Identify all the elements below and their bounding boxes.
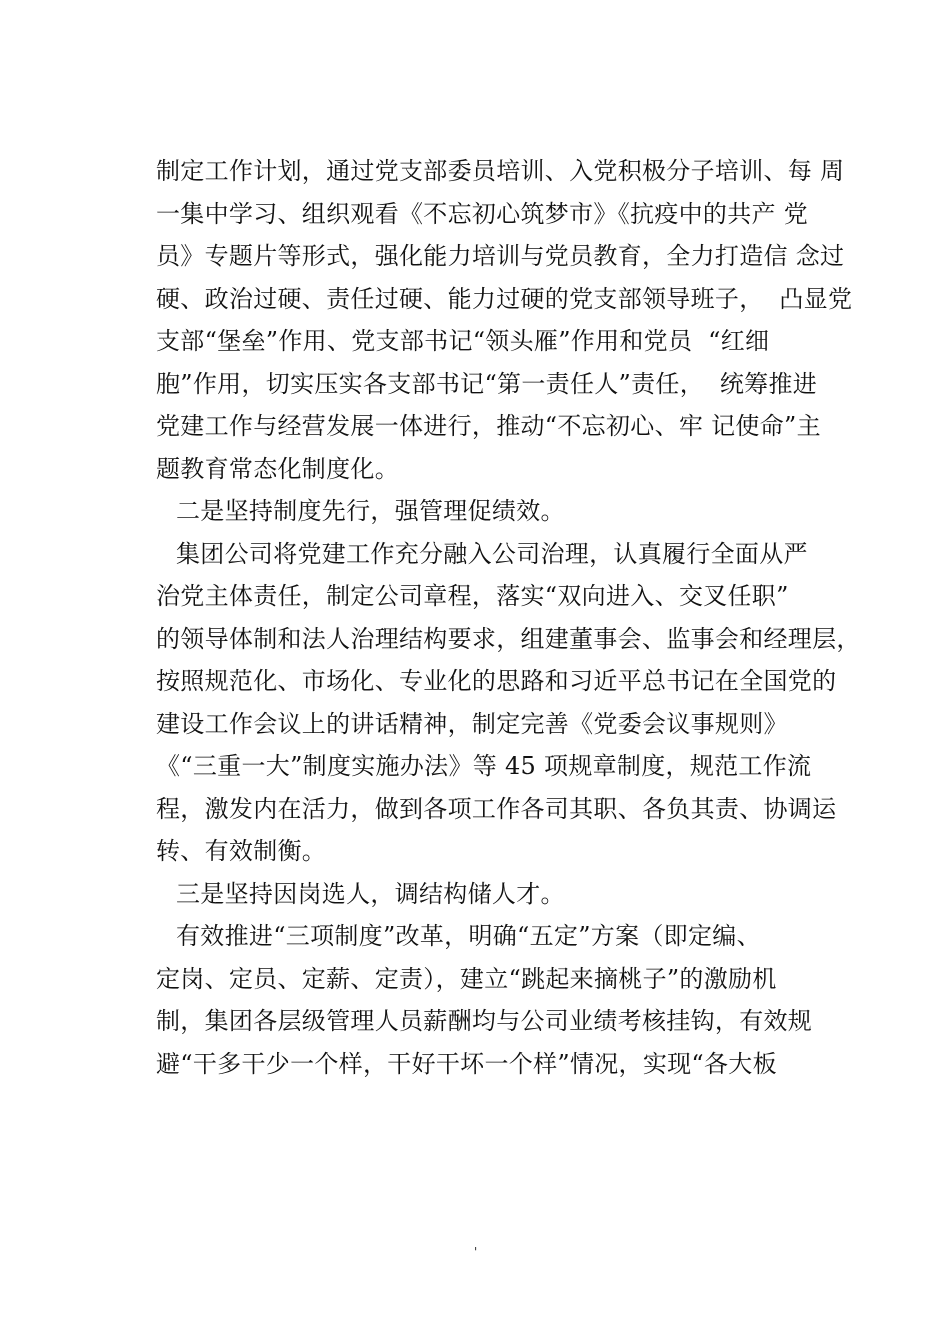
text-line-7: 党建工作与经营发展一体进行，推动“不忘初心、牢 记使命”主 — [156, 412, 821, 440]
text-line-14: 建设工作会议上的讲话精神，制定完善《党委会议事规则》 — [156, 709, 788, 738]
section-heading-3: 三是坚持因岗选人，调结构储人才。 — [176, 879, 565, 908]
page-mark: ' — [474, 1245, 478, 1259]
body-text — [156, 150, 861, 1085]
text-line-11: 治党主体责任，制定公司章程，落实“双向进入、交叉任职” — [156, 582, 789, 610]
text-line-6: 胞”作用，切实压实各支部书记“第一责任人”责任， 统筹推进 — [156, 369, 818, 398]
text-line-3: 员》专题片等形式，强化能力培训与党员教育，全力打造信 念过 — [156, 242, 845, 270]
text-line-2: 一集中学习、组织观看《不忘初心筑梦市》《抗疫中的共产 党 — [156, 199, 809, 228]
text-line-8: 题教育常态化制度化。 — [156, 454, 399, 483]
text-line-22: 避“干多干少一个样，干好干坏一个样”情况，实现“各大板 — [156, 1049, 777, 1078]
text-line-16: 程，激发内在活力，做到各项工作各司其职、各负其责、协调运 — [156, 794, 837, 823]
text-line-4: 硬、政治过硬、责任过硬、能力过硬的党支部领导班子， 凸显党 — [156, 284, 853, 313]
text-line-13: 按照规范化、市场化、专业化的思路和习近平总书记在全国党的 — [156, 667, 837, 695]
text-line-17: 转、有效制衡。 — [156, 837, 327, 865]
text-line-20: 定岗、定员、定薪、定责），建立“跳起来摘桃子”的激励机 — [156, 964, 777, 993]
text-line-1: 制定工作计划，通过党支部委员培训、入党积极分子培训、每 周 — [156, 157, 845, 185]
text-line-12: 的领导体制和法人治理结构要求，组建董事会、监事会和经理层， — [156, 624, 861, 653]
text-line-21: 制，集团各层级管理人员薪酬均与公司业绩考核挂钩，有效规 — [156, 1007, 813, 1035]
text-line-10: 集团公司将党建工作充分融入公司治理，认真履行全面从严 — [176, 539, 808, 568]
text-line-15: 《“三重一大”制度实施办法》等 45 项规章制度，规范工作流 — [156, 752, 812, 780]
section-heading-2: 二是坚持制度先行，强管理促绩效。 — [176, 497, 565, 525]
text-line-19: 有效推进“三项制度”改革，明确“五定”方案（即定编、 — [176, 922, 761, 950]
text-line-5: 支部“堡垒”作用、党支部书记“领头雁”作用和党员 “红细 — [156, 327, 770, 355]
